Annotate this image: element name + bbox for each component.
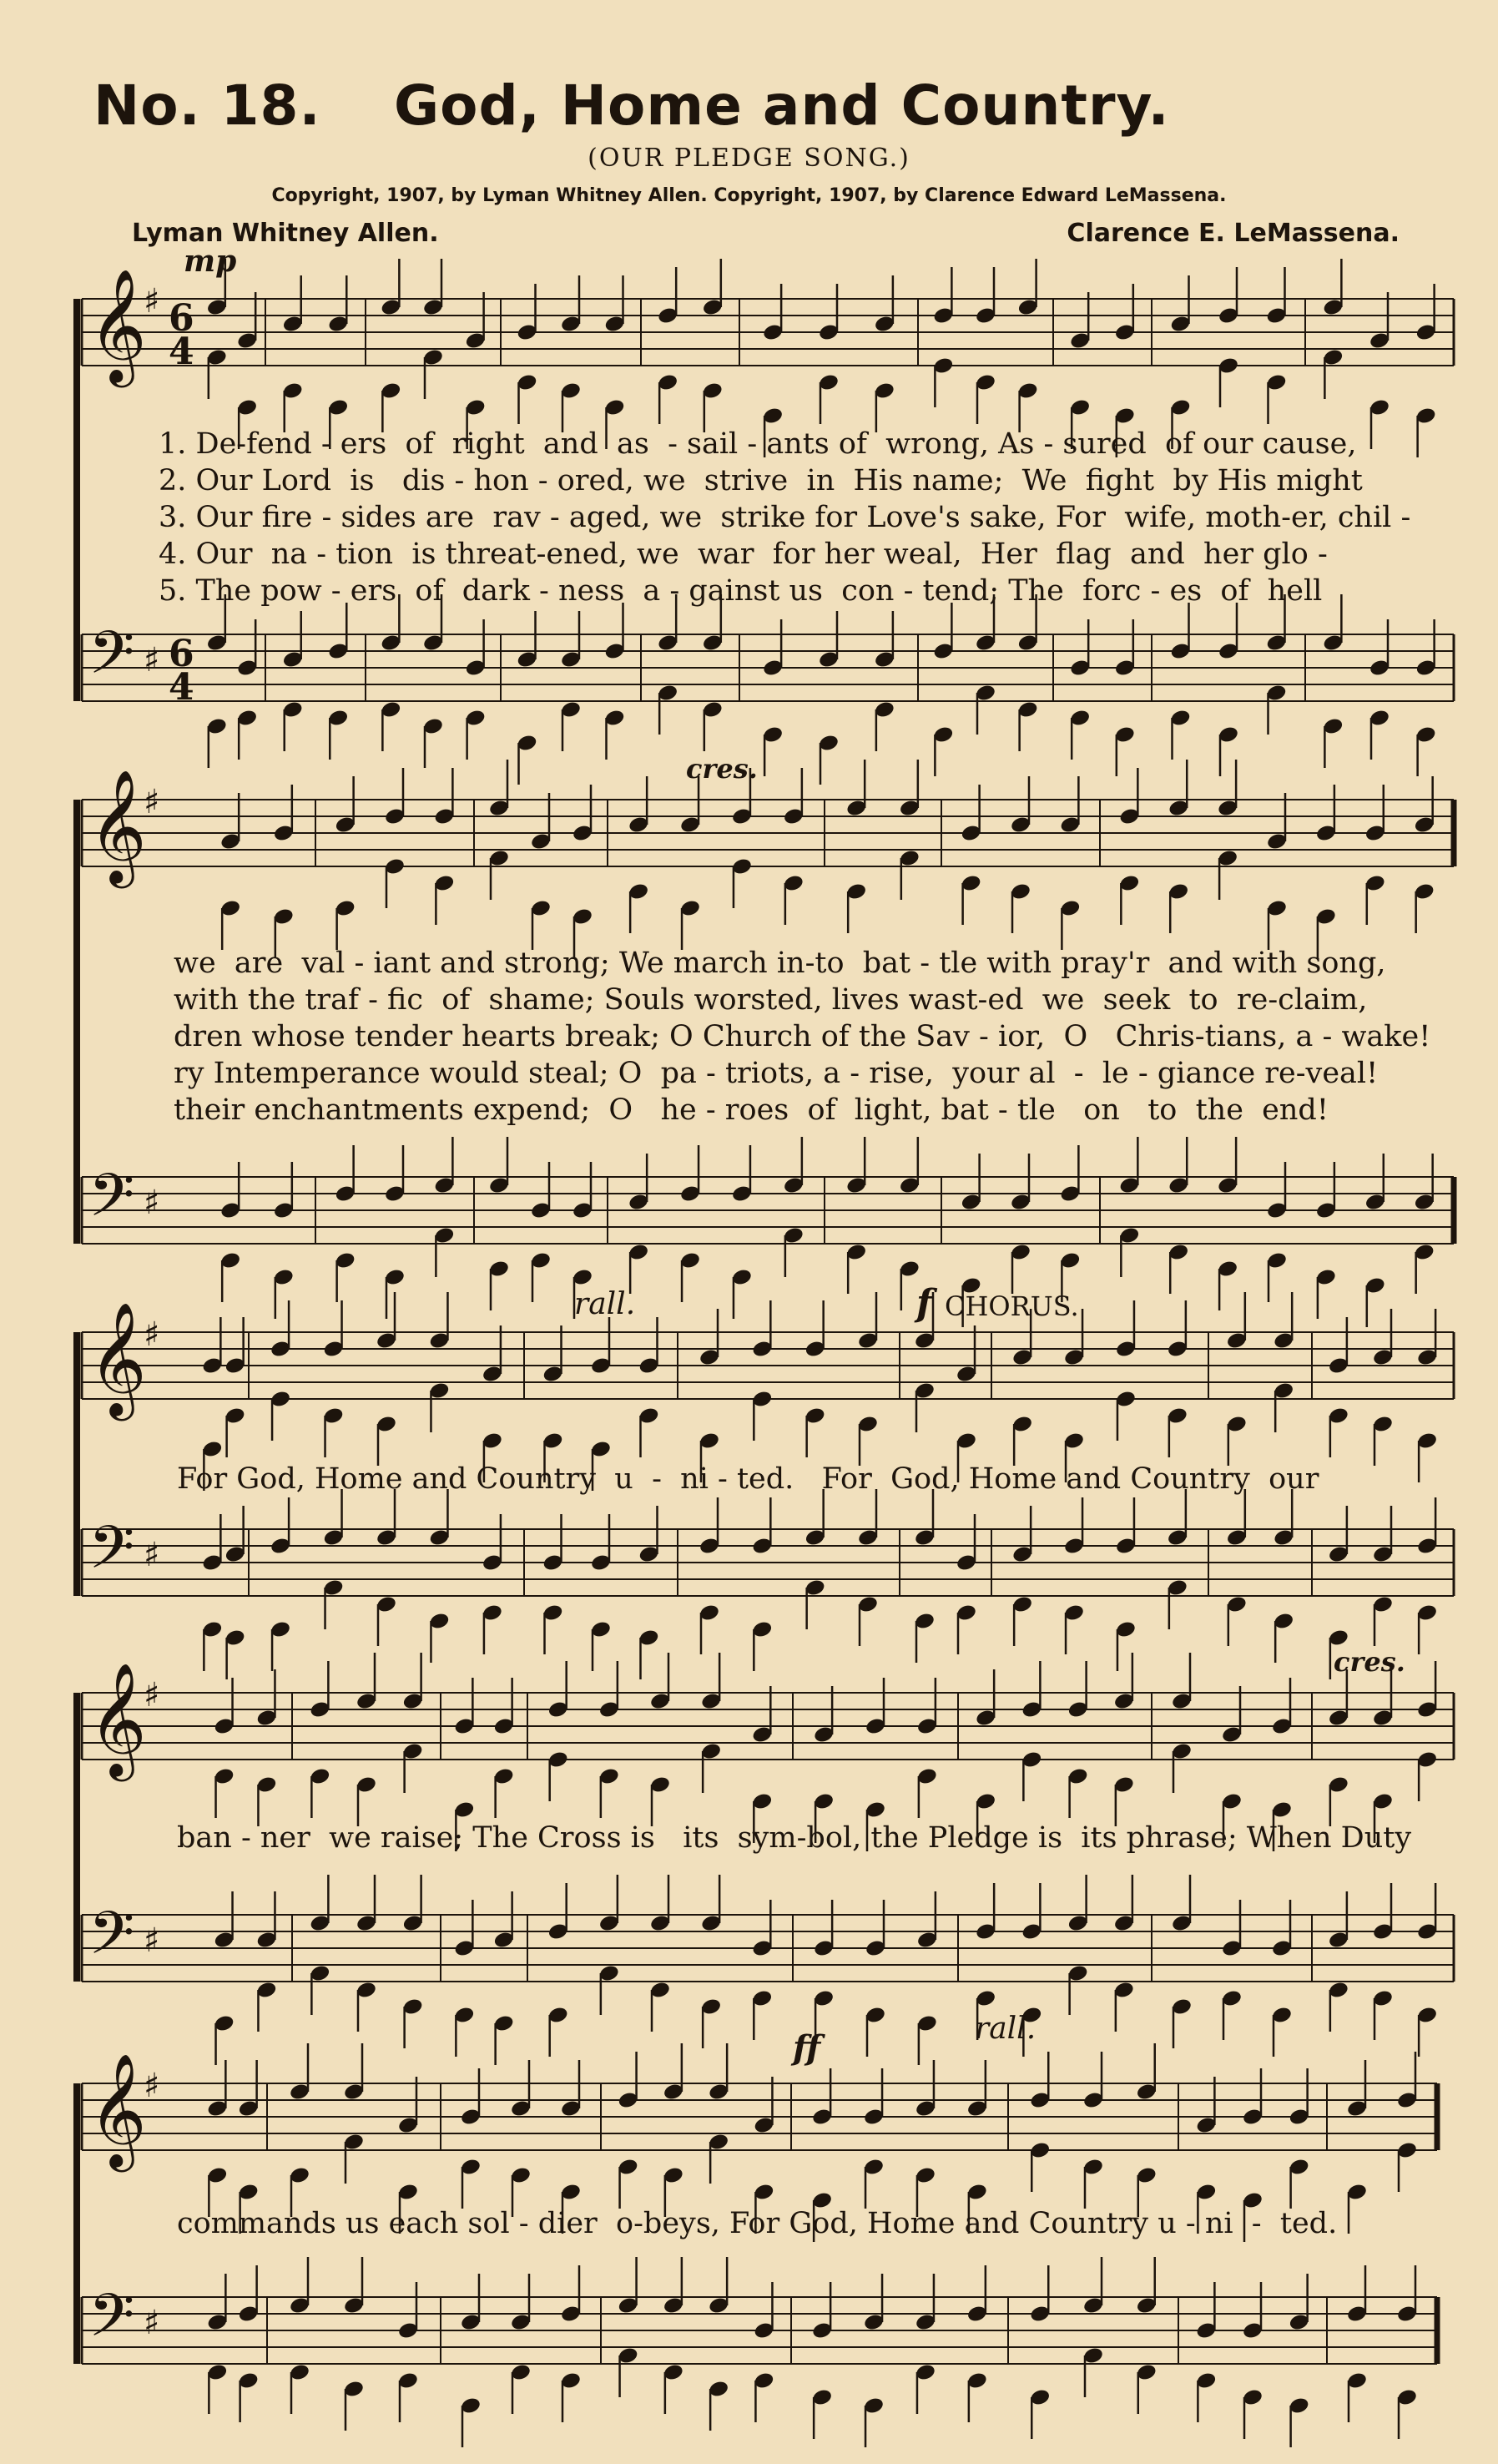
copyright-notice: Copyright, 1907, by Lyman Whitney Allen. Copyright, 1907, by Clarence Edward LeMassena. (271, 185, 1227, 206)
marking-cres-1: cres. (686, 753, 758, 785)
verse-1-line-1: 1. De-fend - ers of right and as - sail - ants of wrong, As - sured of our cause, (159, 427, 1357, 461)
key-sharp-glyph: ♯ (144, 783, 160, 821)
verse-1-line-2: we are val - iant and strong; We march in-to bat - tle with pray'r and with song, (174, 947, 1386, 980)
key-sharp-glyph: ♯ (144, 1184, 160, 1222)
marking-rall-2: rall. (975, 2012, 1036, 2046)
verse-5-line-2: their enchantments expend; O he - roes of light, bat - tle on to the end! (174, 1093, 1329, 1127)
hymn-number: No. 18. (93, 73, 321, 138)
bass-clef: 𝄢 (88, 1161, 135, 1245)
key-sharp-glyph: ♯ (144, 282, 160, 321)
treble-clef: 𝄞 (88, 2052, 147, 2167)
treble-clef: 𝄞 (88, 1300, 147, 1416)
key-sharp-glyph: ♯ (144, 2304, 160, 2342)
verse-4-line-2: ry Intemperance would steal; O pa - triots, a - rise, your al - le - giance re-veal! (174, 1057, 1379, 1090)
chorus-lyric-line-1: For God, Home and Country u - ni - ted. For God, Home and Country our (177, 1462, 1319, 1496)
bass-clef: 𝄢 (88, 2281, 135, 2365)
time-signature-digit: 6 (169, 633, 194, 675)
key-sharp-glyph: ♯ (144, 1676, 160, 1714)
dynamic-mp: mp (184, 244, 237, 279)
hymn-subtitle: (OUR PLEDGE SONG.) (588, 144, 910, 173)
time-signature-digit: 4 (169, 666, 194, 709)
hymn-title: God, Home and Country. (394, 73, 1170, 138)
verse-4-line-1: 4. Our na - tion is threat-ened, we war for her weal, Her flag and her glo - (159, 538, 1328, 571)
dynamic-ff: ff (793, 2028, 821, 2068)
treble-clef: 𝄞 (88, 267, 147, 382)
bass-clef: 𝄢 (88, 619, 135, 702)
key-sharp-glyph: ♯ (144, 2067, 160, 2105)
treble-clef: 𝄞 (88, 1661, 147, 1776)
bass-clef: 𝄢 (88, 1899, 135, 1982)
key-sharp-glyph: ♯ (144, 641, 160, 679)
dynamic-forte: f (916, 1282, 932, 1325)
composer-credit: Clarence E. LeMassena. (1067, 219, 1400, 248)
lyricist-credit: Lyman Whitney Allen. (132, 219, 439, 248)
chorus-lyric-line-3: commands us each sol - dier o-beys, For God, Home and Country u - ni - ted. (177, 2207, 1338, 2240)
verse-2-line-1: 2. Our Lord is dis - hon - ored, we strive in His name; We fight by His might (159, 464, 1363, 497)
verse-3-line-1: 3. Our fire - sides are rav - aged, we strike for Love's sake, For wife, moth-er, chil - (159, 501, 1411, 534)
treble-clef: 𝄞 (88, 768, 147, 883)
marking-rall-1: rall. (574, 1287, 636, 1321)
chorus-label: CHORUS. (945, 1290, 1079, 1322)
time-signature-digit: 6 (169, 297, 194, 340)
marking-cres-2: cres. (1334, 1646, 1405, 1678)
chorus-lyric-line-2: ban - ner we raise; The Cross is its sym-bol, the Pledge is its phrase; When Duty (177, 1821, 1412, 1855)
key-sharp-glyph: ♯ (144, 1921, 160, 1960)
key-sharp-glyph: ♯ (144, 1315, 160, 1354)
bass-clef: 𝄢 (88, 1513, 135, 1597)
time-signature-digit: 4 (169, 331, 194, 373)
verse-5-line-1: 5. The pow - ers of dark - ness a - gainst us con - tend; The forc - es of hell (159, 574, 1323, 608)
key-sharp-glyph: ♯ (144, 1536, 160, 1574)
verse-2-line-2: with the traf - fic of shame; Souls worsted, lives wast-ed we seek to re-claim, (174, 983, 1368, 1017)
verse-3-line-2: dren whose tender hearts break; O Church of the Sav - ior, O Chris-tians, a - wake! (174, 1020, 1431, 1053)
